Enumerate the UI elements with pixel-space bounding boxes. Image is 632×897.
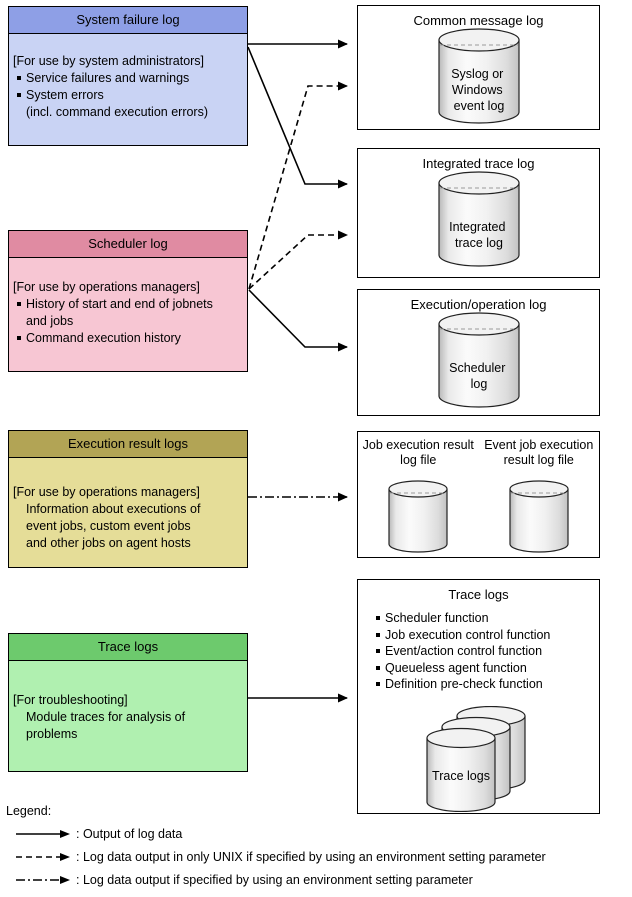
box-execution-result-logs-body <box>9 458 247 552</box>
description-line: problems <box>26 727 78 741</box>
box-trace-logs-body <box>9 661 247 743</box>
svg-text:Trace logs: Trace logs <box>432 769 490 783</box>
solid-arrow-icon <box>14 829 72 839</box>
bullet-item: Scheduler function <box>376 610 599 627</box>
stacked-database-cylinders-icon <box>426 706 528 812</box>
caption-line: Event job execution <box>484 438 594 452</box>
box-scheduler-log-header <box>9 231 247 258</box>
audience-label: [For use by operations managers] <box>13 485 200 499</box>
box-system-failure-log-title: System failure log <box>76 12 180 27</box>
bullet-item: Service failures and warnings <box>17 70 243 87</box>
arrow-scheduler-to-common-message <box>249 86 347 289</box>
database-cylinder-icon <box>388 480 448 554</box>
event-job-execution-result-column <box>481 438 597 554</box>
bullet-item: History of start and end of jobnets <box>17 296 243 313</box>
box-execution-operation-log-title: Execution/operation log <box>410 297 547 312</box>
audience-label: [For use by operations managers] <box>13 280 200 294</box>
description-line: event jobs, custom event jobs <box>26 519 191 533</box>
database-cylinder-icon <box>438 171 520 268</box>
legend-title: Legend: <box>6 804 52 818</box>
cylinder-columns <box>358 432 599 554</box>
caption-line: result log file <box>503 453 574 467</box>
box-execution-result-logs <box>8 430 248 568</box>
bullet-item: Queueless agent function <box>376 660 599 677</box>
database-cylinder-icon <box>509 480 569 554</box>
box-trace-logs-target-title: Trace logs <box>448 587 509 602</box>
legend <box>6 804 630 887</box>
audience-label: [For troubleshooting] <box>13 693 128 707</box>
audience-label: [For use by system administrators] <box>13 54 205 68</box>
trace-function-list <box>368 610 599 693</box>
svg-text:Scheduler log: Scheduler log <box>448 361 505 391</box>
box-trace-logs-header <box>9 634 247 661</box>
box-scheduler-log <box>8 230 248 372</box>
box-execution-result-logs-header <box>9 431 247 458</box>
box-execution-operation-log <box>357 289 600 416</box>
job-execution-result-column <box>360 438 476 554</box>
box-common-message-log <box>357 5 600 130</box>
svg-text:Syslog or Windows: Syslog or Windows event log <box>450 67 504 113</box>
dash-dot-arrow-icon <box>14 875 72 885</box>
bullet-item: Command execution history <box>17 330 243 347</box>
box-trace-logs <box>8 633 248 772</box>
box-system-failure-log-header <box>9 7 247 34</box>
box-scheduler-log-title: Scheduler log <box>88 236 168 251</box>
cylinder-caption <box>363 438 474 470</box>
cylinder-caption <box>484 438 593 470</box>
box-scheduler-log-body <box>9 258 247 347</box>
cylinder-wrap <box>358 312 599 409</box>
description-line: and other jobs on agent hosts <box>26 536 191 550</box>
bullet-item: Definition pre-check function <box>376 676 599 693</box>
box-integrated-trace-log-title: Integrated trace log <box>422 156 535 171</box>
arrow-scheduler-to-execution-operation <box>249 290 347 347</box>
box-common-message-log-title: Common message log <box>413 13 544 28</box>
box-system-failure-log-body <box>9 34 247 121</box>
description-line: Information about executions of <box>26 502 201 516</box>
legend-label: : Log data output if specified by using an environment setting parameter <box>76 873 473 887</box>
box-trace-logs-title: Trace logs <box>97 639 159 654</box>
caption-line: Job execution result <box>362 438 474 452</box>
bullet-item-continuation: (incl. command execution errors) <box>26 105 209 119</box>
bullet-item: System errors <box>17 87 243 104</box>
dashed-arrow-icon <box>14 852 72 862</box>
legend-row-dashdot <box>14 873 630 887</box>
bullet-item: Event/action control function <box>376 643 599 660</box>
legend-label: : Output of log data <box>76 827 183 841</box>
description-line: Module traces for analysis of <box>26 710 186 724</box>
box-system-failure-log <box>8 6 248 146</box>
bullet-item-continuation: and jobs <box>26 314 74 328</box>
arrow-system-failure-to-integrated-trace <box>248 47 347 184</box>
cylinder-wrap <box>358 28 599 125</box>
database-cylinder-icon <box>438 312 520 409</box>
legend-row-solid <box>14 827 630 841</box>
legend-label: : Log data output in only UNIX if specified by using an environment setting parameter <box>76 850 546 864</box>
box-job-execution-result-logs <box>357 431 600 558</box>
svg-text:Integrated trace log: Integrated trace log <box>448 220 505 250</box>
cylinder-wrap <box>358 171 599 268</box>
arrow-scheduler-to-integrated-trace <box>249 235 347 289</box>
box-integrated-trace-log <box>357 148 600 278</box>
caption-line: log file <box>400 453 437 467</box>
box-execution-result-logs-title: Execution result logs <box>68 436 188 451</box>
bullet-item: Job execution control function <box>376 627 599 644</box>
database-cylinder-icon <box>438 28 520 125</box>
legend-row-dashed <box>14 850 630 864</box>
box-trace-logs-target <box>357 579 600 814</box>
